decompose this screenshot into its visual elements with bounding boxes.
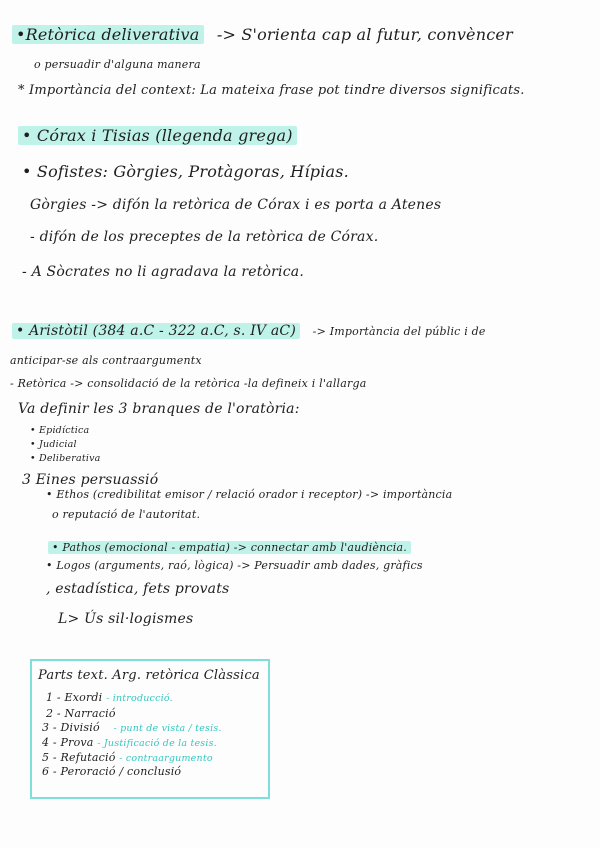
item-label: 6 - Peroració / conclusió: [42, 765, 182, 778]
item-label: 5 - Refutació: [42, 751, 116, 764]
note-line: L> Ús sil·logismes: [58, 611, 194, 627]
item-note: - introducció.: [106, 693, 173, 704]
note-corax: [18, 127, 297, 145]
note-line: - A Sòcrates no li agradava la retòrica.: [22, 264, 304, 280]
note-pathos: [48, 539, 411, 557]
note-line: • Ethos (credibilitat emisor / relació orador i receptor) -> importància: [46, 488, 453, 501]
note-line: Va definir les 3 branques de l'oratòria:: [18, 401, 300, 417]
note-line: o reputació de l'autoritat.: [52, 508, 201, 521]
note-line: 3 Eines persuassió: [22, 472, 159, 488]
parts-box: [30, 659, 270, 799]
note-aristotil: [12, 322, 486, 341]
item-label: 3 - Divisió: [42, 721, 100, 734]
box-title: Parts text. Arg. retòrica Clàssica: [38, 668, 260, 683]
item-note: - contraargumento: [119, 753, 213, 764]
note-text: • Pathos (emocional - empatia) -> connectar amb l'audiència.: [48, 541, 411, 554]
note-line: anticipar-se als contraargumentx: [10, 354, 202, 367]
note-text: -> S'orienta cap al futur, convèncer: [216, 25, 513, 44]
list-item: • Epidíctica: [30, 425, 90, 436]
note-line: • Sofistes: Gòrgies, Protàgoras, Hípias.: [22, 162, 349, 181]
item-note: - Justificació de la tesis.: [97, 738, 217, 749]
list-item: [42, 763, 181, 781]
highlighted-heading: • Aristòtil (384 a.C - 322 a.C, s. IV aC): [12, 323, 300, 339]
note-line: - difón de los preceptes de la retòrica de Córax.: [30, 229, 379, 245]
note-line: • Logos (arguments, raó, lògica) -> Persuadir amb dades, gràfics: [46, 559, 423, 572]
note-line: , estadística, fets provats: [46, 581, 230, 597]
item-label: 2 - Narració: [46, 707, 116, 720]
highlighted-heading: • Córax i Tisias (llegenda grega): [18, 126, 297, 145]
highlighted-heading: •Retòrica deliverativa: [12, 25, 204, 44]
list-item: • Judicial: [30, 439, 77, 450]
item-note: - punt de vista / tesis.: [113, 723, 222, 734]
note-line: - Retòrica -> consolidació de la retòrica -la defineix i l'allarga: [10, 377, 367, 390]
note-line: * Importància del context: La mateixa frase pot tindre diversos significats.: [18, 83, 525, 98]
list-item: • Deliberativa: [30, 453, 101, 464]
note-line: o persuadir d'alguna manera: [34, 58, 201, 71]
note-retorica-deliberativa: [12, 26, 513, 44]
note-line: Gòrgies -> difón la retòrica de Córax i es porta a Atenes: [30, 197, 442, 213]
item-label: 4 - Prova: [42, 736, 94, 749]
item-label: 1 - Exordi: [46, 691, 103, 704]
note-text: -> Importància del públic i de: [312, 325, 486, 338]
